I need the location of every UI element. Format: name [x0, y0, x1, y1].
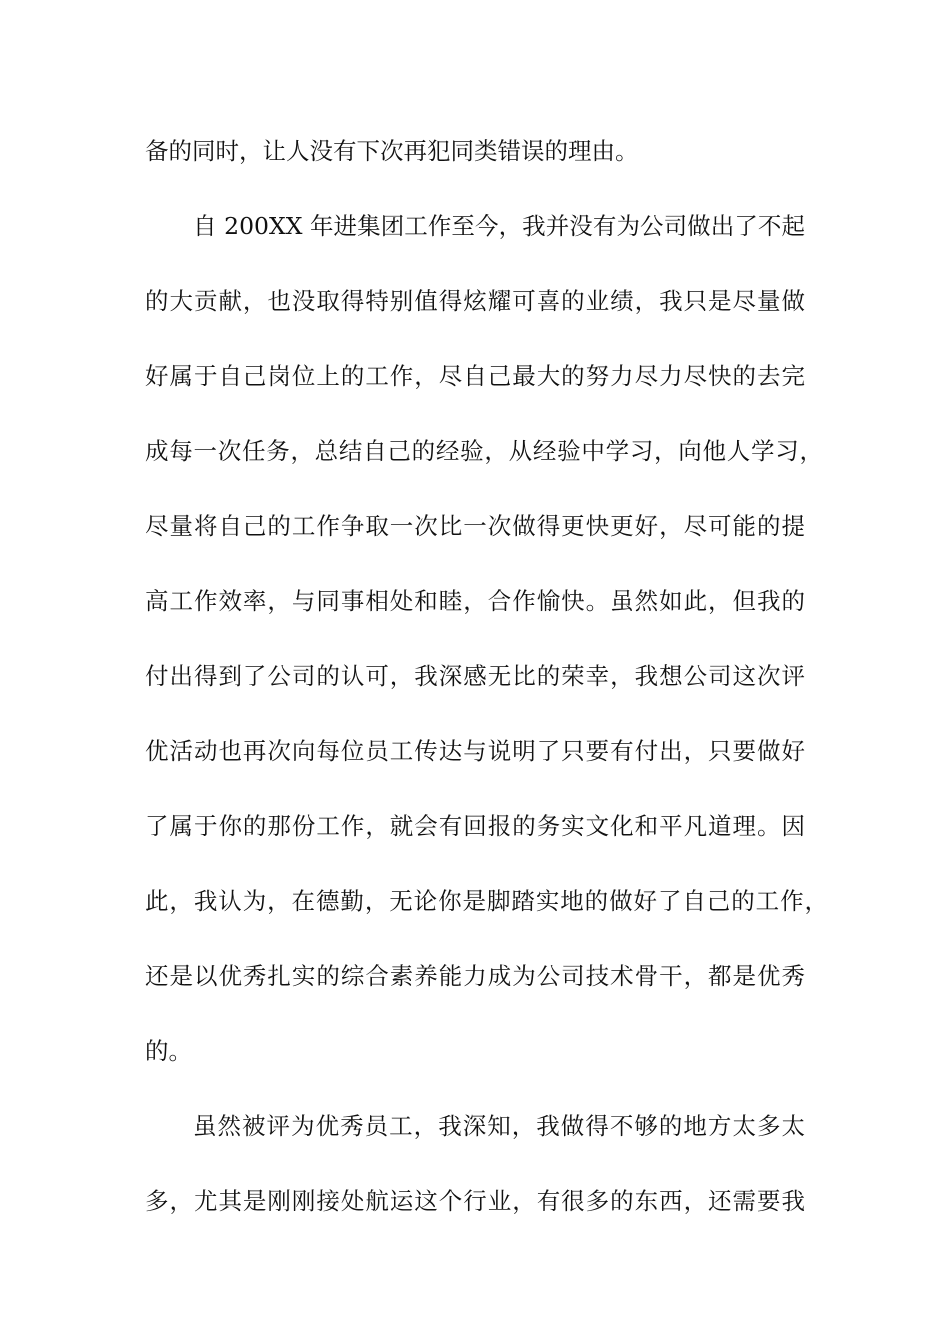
text-line: 付出得到了公司的认可，我深感无比的荣幸，我想公司这次评 [145, 662, 805, 690]
text-line: 此，我认为，在德勤，无论你是脚踏实地的做好了自己的工作， [145, 887, 828, 915]
text-line: 还是以优秀扎实的综合素养能力成为公司技术骨干，都是优秀 [145, 962, 805, 990]
text-line: 优活动也再次向每位员工传达与说明了只要有付出，只要做好 [145, 737, 805, 765]
paragraph-first-line: 自 200XX 年进集团工作至今，我并没有为公司做出了不起 [193, 212, 805, 240]
text-line: 好属于自己岗位上的工作，尽自己最大的努力尽力尽快的去完 [145, 362, 805, 390]
text-line: 多，尤其是刚刚接处航运这个行业，有很多的东西，还需要我 [145, 1187, 805, 1215]
text-line: 的大贡献，也没取得特别值得炫耀可喜的业绩，我只是尽量做 [145, 287, 805, 315]
text-line: 成每一次任务，总结自己的经验，从经验中学习，向他人学习， [145, 437, 823, 465]
paragraph-first-line: 虽然被评为优秀员工，我深知，我做得不够的地方太多太 [193, 1112, 805, 1140]
text-line: 了属于你的那份工作，就会有回报的务实文化和平凡道理。因 [145, 812, 805, 840]
text-line: 尽量将自己的工作争取一次比一次做得更快更好，尽可能的提 [145, 512, 805, 540]
text-line: 高工作效率，与同事相处和睦，合作愉快。虽然如此，但我的 [145, 587, 805, 615]
text-line: 的。 [145, 1037, 192, 1065]
text-line: 备的同时，让人没有下次再犯同类错误的理由。 [145, 137, 639, 165]
